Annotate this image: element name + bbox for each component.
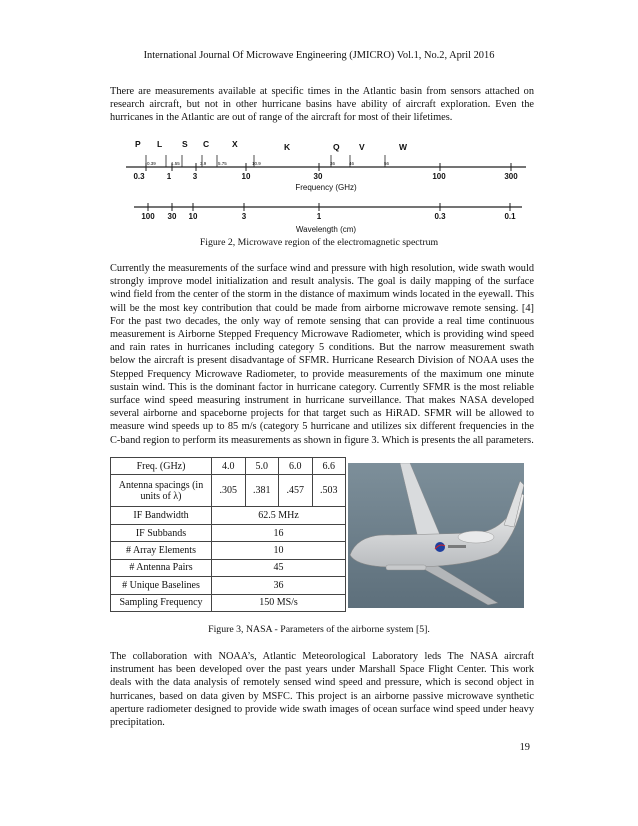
- table-header-cell: # Antenna Pairs: [111, 559, 212, 576]
- freq-major-tick-label: 3: [192, 172, 198, 181]
- table-cell: .503: [312, 475, 346, 507]
- wave-tick-label: 0.1: [504, 212, 516, 221]
- table-header-cell: Sampling Frequency: [111, 594, 212, 611]
- frequency-axis-label: Frequency (GHz): [295, 183, 357, 192]
- freq-small-tick-label: 46: [349, 161, 355, 166]
- wave-tick-label: 3: [241, 212, 247, 221]
- table-cell: 4.0: [212, 458, 246, 475]
- band-label: S: [182, 139, 188, 149]
- table-row: [111, 559, 346, 576]
- figure-2-caption: Figure 2, Microwave region of the electromagnetic spectrum: [199, 237, 439, 248]
- table-header-cell: Freq. (GHz): [111, 458, 212, 475]
- band-label: P: [135, 139, 141, 149]
- paragraph-3: The collaboration with NOAA’s, Atlantic Meteorological Laboratory leds The NASA aircraft instrument has been developed over the past years under Marshall Space Flight Center. This work deals with the data analysis of remotely sensed wind speed and pressure, which is second object in hurricanes, based on data given by MSFC. This project is an airborne passive microwave synthetic aperture radiometer designed to provide wide swath images of ocean surface wind speed under heavy precipitation.: [110, 651, 534, 729]
- parameters-table: [110, 457, 346, 612]
- table-row: [111, 524, 346, 541]
- engine-nacelle: [458, 531, 494, 543]
- band-label: L: [157, 139, 163, 149]
- table-cell: .457: [279, 475, 313, 507]
- table-header-cell: Antenna spacings (in units of λ): [111, 475, 212, 507]
- global-hawk-aircraft-photo: [348, 463, 524, 608]
- table-cell: 6.6: [312, 458, 346, 475]
- table-row: [111, 458, 346, 475]
- wave-tick-label: 1: [316, 212, 322, 221]
- table-row: [111, 577, 346, 594]
- table-cell: 150 MS/s: [212, 594, 346, 611]
- running-header: International Journal Of Microwave Engineering (JMICRO) Vol.1, No.2, April 2016: [143, 50, 495, 61]
- freq-small-tick-label: 1.55: [171, 161, 180, 166]
- table-cell: 10: [212, 542, 346, 559]
- wave-tick-label: 30: [167, 212, 177, 221]
- freq-major-tick-label: 10: [241, 172, 251, 181]
- table-header-cell: # Array Elements: [111, 542, 212, 559]
- table-cell: 36: [212, 577, 346, 594]
- table-header-cell: IF Subbands: [111, 524, 212, 541]
- freq-small-tick-label: 5.75: [218, 161, 227, 166]
- band-label: V: [359, 142, 365, 152]
- table-header-cell: # Unique Baselines: [111, 577, 212, 594]
- table-header-cell: IF Bandwidth: [111, 507, 212, 524]
- spectrum-figure: [126, 133, 526, 235]
- freq-major-tick-label: 300: [504, 172, 518, 181]
- freq-major-tick-label: 1: [166, 172, 172, 181]
- freq-small-tick-label: 3.9: [200, 161, 207, 166]
- figure-3-caption: Figure 3, NASA - Parameters of the airborne system [5].: [208, 624, 430, 635]
- table-cell: 45: [212, 559, 346, 576]
- table-row: [111, 542, 346, 559]
- freq-small-tick-label: 36: [330, 161, 336, 166]
- table-cell: 5.0: [245, 458, 279, 475]
- table-cell: 16: [212, 524, 346, 541]
- antenna-pod: [386, 565, 426, 570]
- table-row: [111, 475, 346, 507]
- wave-tick-label: 0.3: [434, 212, 446, 221]
- freq-small-tick-label: 56: [384, 161, 390, 166]
- freq-small-tick-label: 10.9: [252, 161, 261, 166]
- band-label: Q: [333, 142, 340, 152]
- freq-small-tick-label: 0.39: [147, 161, 156, 166]
- table-cell: 6.0: [279, 458, 313, 475]
- wave-tick-label: 100: [141, 212, 155, 221]
- band-label: W: [399, 142, 408, 152]
- table-row: [111, 594, 346, 611]
- freq-major-tick-label: 30: [313, 172, 323, 181]
- table-cell: 62.5 MHz: [212, 507, 346, 524]
- paragraph-1: There are measurements available at specific times in the Atlantic basin from sensors attached on research aircraft, but not in other hurricane basins have ability of aircraft exploration. Even the hurricanes in the Atlantic are out of range of the aircraft for most of their lifetimes.: [110, 86, 534, 124]
- table-cell: .305: [212, 475, 246, 507]
- table-cell: .381: [245, 475, 279, 507]
- wave-tick-label: 10: [188, 212, 198, 221]
- paragraph-2: Currently the measurements of the surface wind and pressure with high resolution, wide swath would strongly improve model initialization and result analysis. The goal is daily mapping of the surface wind field from the center of the storm in the distance of maximum winds located in the eyewall. This will be the most key contribution that could be made from airborne microwave remote sensing. [4] For the past two decades, the only way of remote sensing that can provide a real time continuous measurement is Airborne Stepped Frequency Microwave Radiometer, which is providing wind speed and rain rates in hurricanes including category 5 conditions. But the narrow measurement swath below the aircraft is present disadvantage of SFMR. Hurricane Research Division of NOAA uses the Stepped Frequency Microwave Radiometer, to provide measurements of the maximum one minute sustain wind. This is the dominant factor in hurricane category. Currently SFMR is the most reliable surface wind speed measuring instrument in hurricane surveillance. That makes NASA developed several airborne and spaceborne projects for that target such as HiRAD. SFMR will be allowed to measure wind speeds up to 85 m/s (category 5 hurricane and utilizes six different frequencies in the C-band region to perform its measurements as shown in figure 3. Which is presents the all parameters.: [110, 263, 534, 446]
- band-label: C: [203, 139, 210, 149]
- page-number: 19: [519, 742, 530, 753]
- freq-major-tick-label: 0.3: [133, 172, 145, 181]
- band-label: K: [284, 142, 291, 152]
- freq-major-tick-label: 100: [432, 172, 446, 181]
- band-label: X: [232, 139, 238, 149]
- table-row: [111, 507, 346, 524]
- fuselage-markings: [448, 545, 466, 548]
- wavelength-axis-label: Wavelength (cm): [295, 225, 357, 234]
